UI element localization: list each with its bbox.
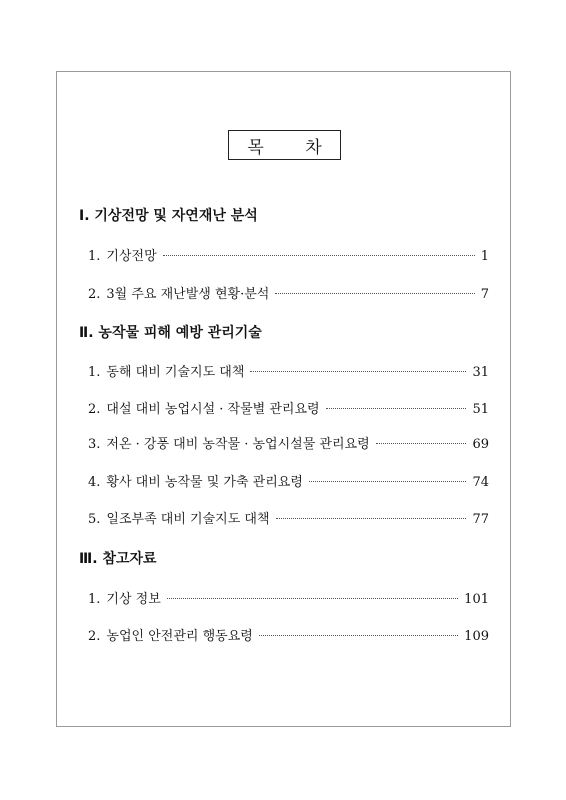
entry-number: 2. (88, 402, 101, 417)
entry-number: 3. (88, 437, 101, 452)
toc-entry[interactable] (88, 508, 489, 527)
section-numeral: Ⅰ. (79, 208, 90, 224)
entry-number: 2. (88, 287, 101, 302)
toc-entry[interactable] (88, 433, 489, 452)
section-numeral: Ⅲ. (79, 551, 98, 567)
section-heading-3[interactable] (79, 548, 157, 568)
dot-leader (276, 518, 467, 519)
toc-entry[interactable] (88, 625, 489, 644)
entry-label: 일조부족 대비 기술지도 대책 (106, 512, 270, 527)
entry-number: 5. (88, 512, 101, 527)
entry-page: 31 (472, 365, 489, 380)
entry-label: 저온 · 강풍 대비 농작물 · 농업시설물 관리요령 (106, 437, 370, 452)
dot-leader (275, 293, 474, 294)
entry-page: 7 (480, 287, 489, 302)
section-heading-2[interactable] (79, 322, 262, 342)
entry-page: 101 (464, 592, 489, 607)
toc-entry[interactable] (88, 471, 489, 490)
entry-label: 농업인 안전관리 행동요령 (106, 629, 253, 644)
entry-number: 1. (88, 592, 101, 607)
dot-leader (326, 408, 467, 409)
toc-entry[interactable] (88, 361, 489, 380)
section-heading-1[interactable] (79, 205, 258, 225)
section-title: 참고자료 (102, 551, 157, 567)
entry-label: 기상전망 (106, 249, 157, 264)
entry-number: 1. (88, 365, 101, 380)
entry-page: 51 (472, 402, 489, 417)
dot-leader (309, 481, 467, 482)
entry-page: 1 (480, 249, 489, 264)
dot-leader (376, 443, 467, 444)
toc-entry[interactable] (88, 245, 489, 264)
entry-label: 대설 대비 농업시설 · 작물별 관리요령 (106, 402, 320, 417)
entry-page: 109 (464, 629, 489, 644)
entry-label: 3월 주요 재난발생 현황·분석 (106, 287, 270, 302)
dot-leader (163, 255, 475, 256)
entry-number: 1. (88, 249, 101, 264)
entry-number: 4. (88, 475, 101, 490)
entry-label: 황사 대비 농작물 및 가축 관리요령 (106, 475, 303, 490)
entry-page: 77 (472, 512, 489, 527)
section-title: 농작물 피해 예방 관리기술 (98, 325, 262, 341)
entry-page: 74 (472, 475, 489, 490)
dot-leader (167, 598, 458, 599)
dot-leader (250, 371, 466, 372)
section-numeral: Ⅱ. (79, 325, 94, 341)
toc-title: 목 차 (228, 130, 341, 160)
dot-leader (259, 635, 458, 636)
toc-entry[interactable] (88, 588, 489, 607)
entry-page: 69 (472, 437, 489, 452)
entry-label: 동해 대비 기술지도 대책 (106, 365, 245, 380)
entry-number: 2. (88, 629, 101, 644)
toc-entry[interactable] (88, 398, 489, 417)
toc-entry[interactable] (88, 283, 489, 302)
section-title: 기상전망 및 자연재난 분석 (94, 208, 258, 224)
entry-label: 기상 정보 (106, 592, 161, 607)
